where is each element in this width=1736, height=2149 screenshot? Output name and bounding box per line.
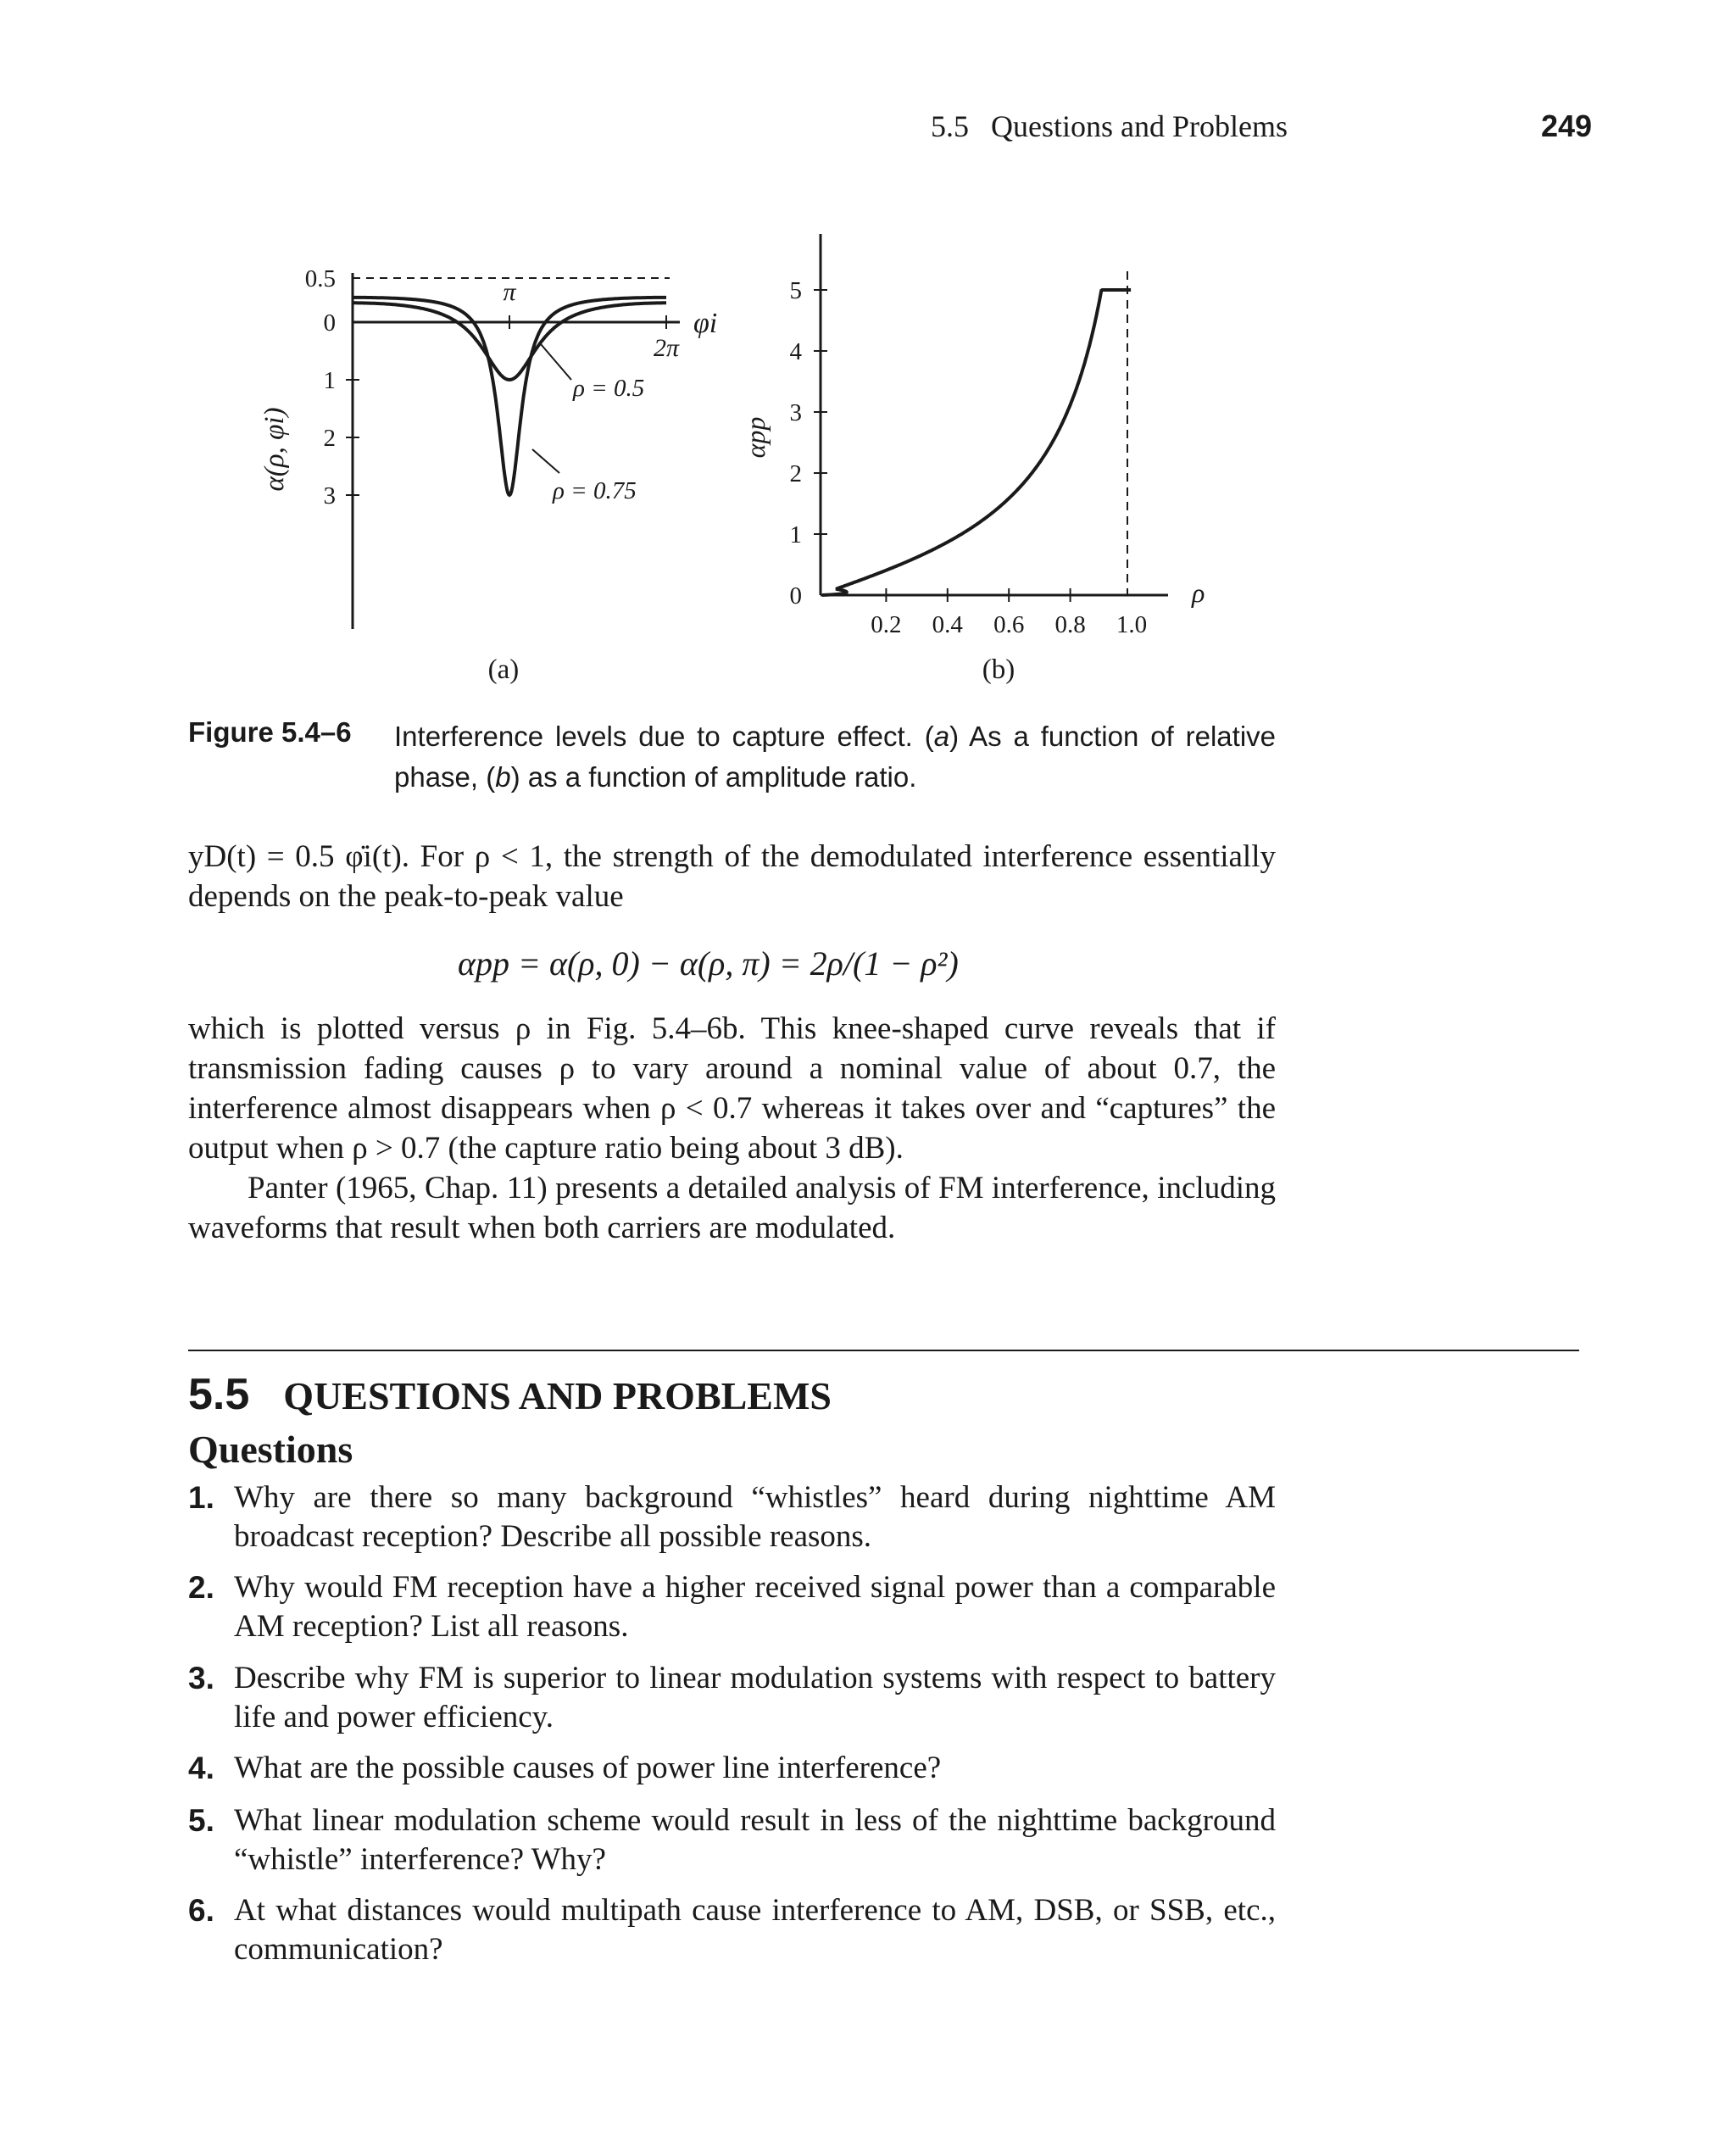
page-number: 249 [1541,109,1593,143]
question-item [188,1801,1276,1879]
question-item [188,1891,1276,1969]
section-heading [188,1369,832,1420]
panel-a-y-ticks [305,265,359,509]
paragraph-3: Panter (1965, Chap. 11) presents a detailed analysis of FM interference, including waveforms that result when both carriers are modulated. [188,1171,1276,1245]
question-number: 5. [188,1803,214,1838]
caption-part-1: Interference levels due to capture effect. ( [394,721,934,752]
panel-b-y-axis-label: αpp [740,416,771,459]
questions-heading: Questions [188,1428,353,1471]
chart-panel-b [740,234,1205,685]
figure-svg [0,0,1736,763]
curve-rho-0-5 [353,303,666,380]
panel-b-y-tick-label: 1 [789,521,802,548]
caption-part-3: ) as a function of amplitude ratio. [510,761,917,793]
panel-b-y-tick-label: 3 [789,399,802,426]
section-title: QUESTIONS AND PROBLEMS [283,1374,832,1417]
equation-alpha-pp: αpp = α(ρ, 0) − α(ρ, π) = 2ρ/(1 − ρ²) [458,944,959,983]
label-rho-0-75: ρ = 0.75 [553,477,637,504]
question-number: 4. [188,1751,214,1785]
caption-part-2: ) As a function of relative phase, ( [394,721,1276,793]
leader-rho-0-5 [541,344,571,380]
question-text: What linear modulation scheme would result in less of the nighttime background “whistle” interference? Why? [234,1803,1276,1877]
question-text: Why would FM reception have a higher received signal power than a comparable AM reception? List all reasons. [234,1570,1276,1644]
figure-5-4-6 [0,0,1736,763]
panel-b-x-tick-label: 0.2 [871,611,902,638]
question-number: 3. [188,1661,214,1695]
figure-label: Figure 5.4–6 [188,716,352,748]
section-divider [188,1350,1579,1351]
panel-a-y-tick-label: 1 [323,367,336,394]
panel-b-label: (b) [982,654,1015,685]
panel-b-x-tick-label: 0.6 [993,611,1025,638]
question-text: At what distances would multipath cause interference to AM, DSB, or SSB, etc., communication? [234,1893,1276,1967]
question-text: What are the possible causes of power line interference? [234,1751,942,1785]
paragraph-1: yD(t) = 0.5 φ̇i(t). For ρ < 1, the strength of the demodulated interference essentially depends on the peak-to-peak value [188,839,1276,914]
panel-b-x-tick-label: 0.8 [1054,611,1086,638]
figure-caption [394,716,1276,798]
running-head-section-number: 5.5 [931,109,969,143]
panel-a-y-tick-label: 3 [323,482,336,509]
question-item [188,1568,1276,1646]
question-number: 1. [188,1480,214,1515]
panel-a-y-tick-label: 0.5 [304,265,336,292]
question-item [188,1478,1276,1556]
question-text: Describe why FM is superior to linear modulation systems with respect to battery life and power efficiency. [234,1661,1276,1734]
panel-b-y-tick-label: 5 [789,277,802,304]
question-item [188,1659,1276,1737]
section-number: 5.5 [188,1370,250,1419]
question-text: Why are there so many background “whistles” heard during nighttime AM broadcast reception? Describe all possible reasons. [234,1480,1276,1554]
panel-a-y-axis-label: α(ρ, φi) [259,407,290,492]
panel-a-x-ticks [503,278,680,362]
question-item [188,1749,1276,1788]
panel-b-x-tick-label: 0.4 [932,611,963,638]
chart-panel-a [259,265,717,685]
panel-b-y-tick-label: 4 [789,338,802,365]
panel-a-y-tick-label: 2 [323,425,336,452]
label-rho-0-5: ρ = 0.5 [573,375,645,402]
panel-a-y-tick-label: 0 [323,309,336,337]
panel-a-label: (a) [487,654,520,685]
leader-rho-0-75 [532,449,559,473]
panel-b-x-tick-label: 1.0 [1116,611,1148,638]
panel-a-x-tick-label: 2π [653,334,680,362]
running-head-title: Questions and Problems [991,109,1288,143]
panel-a-x-axis-label: φi [693,308,718,339]
panel-b-y-tick-label: 2 [789,460,802,487]
curve-alpha-pp [822,290,1131,595]
panel-a-x-tick-label: π [503,278,516,306]
panel-b-y-tick-label: 0 [789,582,802,610]
paragraph-2: which is plotted versus ρ in Fig. 5.4–6b. This knee-shaped curve reveals that if transmission fading causes ρ to vary around a nominal value of about 0.7, the interference almost disappears when ρ < 0.7 whereas it takes over and “captures” the output when ρ > 0.7 (the capture ratio being about 3 dB). [188,1011,1276,1166]
question-number: 2. [188,1570,214,1605]
question-number: 6. [188,1893,214,1928]
caption-a: a [933,721,950,752]
caption-b: b [495,761,511,793]
panel-b-x-axis-label: ρ [1192,577,1205,608]
